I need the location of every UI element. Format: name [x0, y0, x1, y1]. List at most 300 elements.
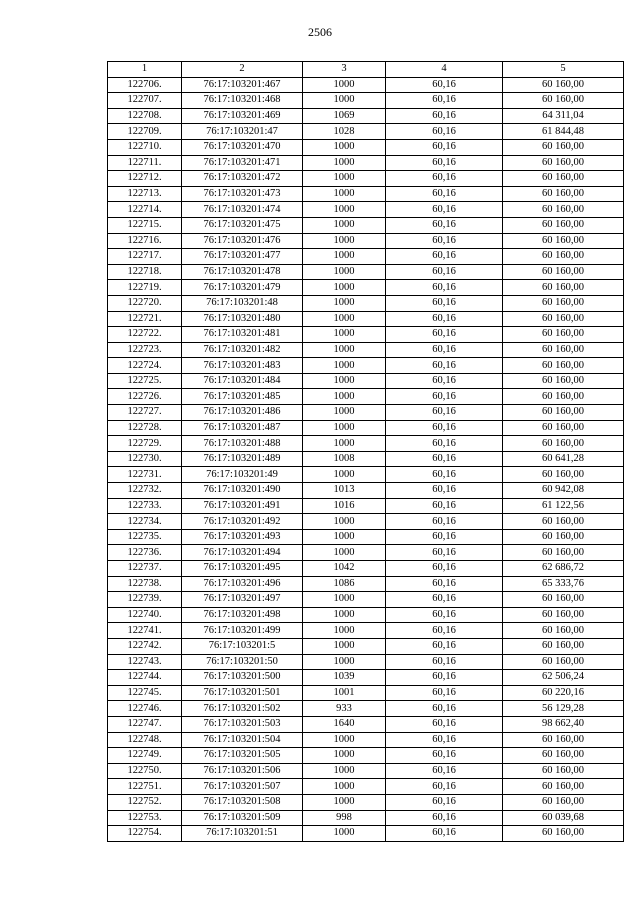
area-cell: 1000 [303, 748, 386, 764]
amount-cell: 60 942,08 [503, 483, 624, 499]
amount-cell: 60 160,00 [503, 264, 624, 280]
row-number-cell: 122747. [108, 716, 182, 732]
row-number-cell: 122708. [108, 108, 182, 124]
cadastral-number-cell: 76:17:103201:50 [182, 654, 303, 670]
table-row [108, 389, 624, 405]
rate-cell: 60,16 [386, 467, 503, 483]
amount-cell: 60 160,00 [503, 186, 624, 202]
area-cell: 1016 [303, 498, 386, 514]
rate-cell: 60,16 [386, 93, 503, 109]
table-row [108, 217, 624, 233]
table-row [108, 794, 624, 810]
cadastral-number-cell: 76:17:103201:468 [182, 93, 303, 109]
row-number-cell: 122707. [108, 93, 182, 109]
rate-cell: 60,16 [386, 607, 503, 623]
cadastral-number-cell: 76:17:103201:483 [182, 358, 303, 374]
row-number-cell: 122735. [108, 529, 182, 545]
table-row [108, 670, 624, 686]
cadastral-number-cell: 76:17:103201:506 [182, 763, 303, 779]
amount-cell: 60 160,00 [503, 171, 624, 187]
cadastral-number-cell: 76:17:103201:489 [182, 451, 303, 467]
table-row [108, 545, 624, 561]
amount-cell: 62 686,72 [503, 561, 624, 577]
amount-cell: 60 160,00 [503, 748, 624, 764]
row-number-cell: 122720. [108, 295, 182, 311]
rate-cell: 60,16 [386, 763, 503, 779]
rate-cell: 60,16 [386, 654, 503, 670]
amount-cell: 60 160,00 [503, 529, 624, 545]
amount-cell: 56 129,28 [503, 701, 624, 717]
amount-cell: 98 662,40 [503, 716, 624, 732]
cadastral-number-cell: 76:17:103201:5 [182, 638, 303, 654]
rate-cell: 60,16 [386, 592, 503, 608]
table-row [108, 826, 624, 842]
cadastral-number-cell: 76:17:103201:48 [182, 295, 303, 311]
amount-cell: 62 506,24 [503, 670, 624, 686]
cadastral-number-cell: 76:17:103201:476 [182, 233, 303, 249]
rate-cell: 60,16 [386, 638, 503, 654]
rate-cell: 60,16 [386, 373, 503, 389]
area-cell: 1069 [303, 108, 386, 124]
amount-cell: 61 844,48 [503, 124, 624, 140]
rate-cell: 60,16 [386, 327, 503, 343]
area-cell: 1000 [303, 264, 386, 280]
row-number-cell: 122750. [108, 763, 182, 779]
column-header: 4 [386, 62, 503, 78]
cadastral-number-cell: 76:17:103201:467 [182, 77, 303, 93]
row-number-cell: 122722. [108, 327, 182, 343]
row-number-cell: 122734. [108, 514, 182, 530]
rate-cell: 60,16 [386, 264, 503, 280]
area-cell: 1000 [303, 342, 386, 358]
amount-cell: 60 160,00 [503, 420, 624, 436]
area-cell: 1001 [303, 685, 386, 701]
table-row [108, 701, 624, 717]
amount-cell: 60 160,00 [503, 607, 624, 623]
area-cell: 1000 [303, 467, 386, 483]
table-row [108, 342, 624, 358]
cadastral-number-cell: 76:17:103201:505 [182, 748, 303, 764]
cadastral-number-cell: 76:17:103201:470 [182, 139, 303, 155]
cadastral-number-cell: 76:17:103201:499 [182, 623, 303, 639]
amount-cell: 60 160,00 [503, 592, 624, 608]
area-cell: 1042 [303, 561, 386, 577]
row-number-cell: 122729. [108, 436, 182, 452]
cadastral-number-cell: 76:17:103201:502 [182, 701, 303, 717]
row-number-cell: 122714. [108, 202, 182, 218]
table-row [108, 155, 624, 171]
column-header: 3 [303, 62, 386, 78]
area-cell: 1039 [303, 670, 386, 686]
row-number-cell: 122709. [108, 124, 182, 140]
table-row [108, 607, 624, 623]
row-number-cell: 122733. [108, 498, 182, 514]
rate-cell: 60,16 [386, 685, 503, 701]
area-cell: 1000 [303, 171, 386, 187]
row-number-cell: 122742. [108, 638, 182, 654]
cadastral-number-cell: 76:17:103201:504 [182, 732, 303, 748]
table-row [108, 405, 624, 421]
table-row [108, 467, 624, 483]
rate-cell: 60,16 [386, 420, 503, 436]
rate-cell: 60,16 [386, 716, 503, 732]
column-header: 2 [182, 62, 303, 78]
amount-cell: 60 160,00 [503, 779, 624, 795]
rate-cell: 60,16 [386, 623, 503, 639]
rate-cell: 60,16 [386, 561, 503, 577]
amount-cell: 64 311,04 [503, 108, 624, 124]
cadastral-number-cell: 76:17:103201:494 [182, 545, 303, 561]
area-cell: 1000 [303, 592, 386, 608]
cadastral-number-cell: 76:17:103201:490 [182, 483, 303, 499]
cadastral-number-cell: 76:17:103201:498 [182, 607, 303, 623]
table-row [108, 623, 624, 639]
area-cell: 1000 [303, 607, 386, 623]
area-cell: 998 [303, 810, 386, 826]
cadastral-number-cell: 76:17:103201:51 [182, 826, 303, 842]
area-cell: 1086 [303, 576, 386, 592]
rate-cell: 60,16 [386, 155, 503, 171]
amount-cell: 60 160,00 [503, 389, 624, 405]
cadastral-number-cell: 76:17:103201:477 [182, 249, 303, 265]
cadastral-number-cell: 76:17:103201:485 [182, 389, 303, 405]
row-number-cell: 122717. [108, 249, 182, 265]
cadastral-number-cell: 76:17:103201:492 [182, 514, 303, 530]
row-number-cell: 122751. [108, 779, 182, 795]
amount-cell: 60 160,00 [503, 763, 624, 779]
table-row [108, 373, 624, 389]
rate-cell: 60,16 [386, 514, 503, 530]
area-cell: 1640 [303, 716, 386, 732]
cadastral-number-cell: 76:17:103201:47 [182, 124, 303, 140]
table-row [108, 592, 624, 608]
rate-cell: 60,16 [386, 124, 503, 140]
cadastral-number-cell: 76:17:103201:493 [182, 529, 303, 545]
rate-cell: 60,16 [386, 436, 503, 452]
amount-cell: 60 160,00 [503, 311, 624, 327]
area-cell: 1000 [303, 779, 386, 795]
row-number-cell: 122719. [108, 280, 182, 296]
row-number-cell: 122728. [108, 420, 182, 436]
table-row [108, 638, 624, 654]
cadastral-number-cell: 76:17:103201:471 [182, 155, 303, 171]
cadastral-number-cell: 76:17:103201:488 [182, 436, 303, 452]
rate-cell: 60,16 [386, 389, 503, 405]
rate-cell: 60,16 [386, 280, 503, 296]
area-cell: 1000 [303, 623, 386, 639]
amount-cell: 60 641,28 [503, 451, 624, 467]
column-header: 1 [108, 62, 182, 78]
amount-cell: 60 160,00 [503, 202, 624, 218]
rate-cell: 60,16 [386, 186, 503, 202]
amount-cell: 65 333,76 [503, 576, 624, 592]
rate-cell: 60,16 [386, 529, 503, 545]
row-number-cell: 122741. [108, 623, 182, 639]
rate-cell: 60,16 [386, 171, 503, 187]
amount-cell: 60 160,00 [503, 93, 624, 109]
row-number-cell: 122710. [108, 139, 182, 155]
table-row [108, 763, 624, 779]
table-row [108, 93, 624, 109]
row-number-cell: 122725. [108, 373, 182, 389]
cadastral-number-cell: 76:17:103201:500 [182, 670, 303, 686]
rate-cell: 60,16 [386, 405, 503, 421]
area-cell: 1000 [303, 514, 386, 530]
rate-cell: 60,16 [386, 233, 503, 249]
table-row [108, 420, 624, 436]
rate-cell: 60,16 [386, 77, 503, 93]
row-number-cell: 122723. [108, 342, 182, 358]
rate-cell: 60,16 [386, 779, 503, 795]
amount-cell: 60 160,00 [503, 249, 624, 265]
amount-cell: 60 160,00 [503, 436, 624, 452]
row-number-cell: 122715. [108, 217, 182, 233]
rate-cell: 60,16 [386, 108, 503, 124]
rate-cell: 60,16 [386, 748, 503, 764]
cadastral-number-cell: 76:17:103201:479 [182, 280, 303, 296]
rate-cell: 60,16 [386, 670, 503, 686]
area-cell: 1000 [303, 654, 386, 670]
area-cell: 1000 [303, 311, 386, 327]
amount-cell: 60 160,00 [503, 826, 624, 842]
table-header-row [108, 62, 624, 78]
row-number-cell: 122745. [108, 685, 182, 701]
area-cell: 1000 [303, 763, 386, 779]
cadastral-number-cell: 76:17:103201:480 [182, 311, 303, 327]
cadastral-number-cell: 76:17:103201:496 [182, 576, 303, 592]
table-row [108, 108, 624, 124]
area-cell: 1000 [303, 249, 386, 265]
row-number-cell: 122731. [108, 467, 182, 483]
rate-cell: 60,16 [386, 451, 503, 467]
amount-cell: 60 160,00 [503, 467, 624, 483]
row-number-cell: 122736. [108, 545, 182, 561]
area-cell: 1000 [303, 373, 386, 389]
row-number-cell: 122738. [108, 576, 182, 592]
table-row [108, 249, 624, 265]
row-number-cell: 122716. [108, 233, 182, 249]
rate-cell: 60,16 [386, 732, 503, 748]
row-number-cell: 122721. [108, 311, 182, 327]
row-number-cell: 122753. [108, 810, 182, 826]
table-row [108, 483, 624, 499]
table-row [108, 77, 624, 93]
area-cell: 1000 [303, 295, 386, 311]
area-cell: 1013 [303, 483, 386, 499]
area-cell: 1000 [303, 436, 386, 452]
table-row [108, 498, 624, 514]
table-row [108, 233, 624, 249]
area-cell: 1000 [303, 77, 386, 93]
area-cell: 1000 [303, 186, 386, 202]
row-number-cell: 122713. [108, 186, 182, 202]
row-number-cell: 122711. [108, 155, 182, 171]
table-row [108, 124, 624, 140]
row-number-cell: 122749. [108, 748, 182, 764]
table-row [108, 732, 624, 748]
area-cell: 1000 [303, 405, 386, 421]
cadastral-number-cell: 76:17:103201:497 [182, 592, 303, 608]
table-row [108, 327, 624, 343]
rate-cell: 60,16 [386, 545, 503, 561]
area-cell: 1000 [303, 545, 386, 561]
amount-cell: 61 122,56 [503, 498, 624, 514]
cadastral-number-cell: 76:17:103201:478 [182, 264, 303, 280]
table-row [108, 436, 624, 452]
rate-cell: 60,16 [386, 311, 503, 327]
table-row [108, 748, 624, 764]
table-row [108, 716, 624, 732]
amount-cell: 60 160,00 [503, 295, 624, 311]
table-row [108, 529, 624, 545]
table-row [108, 280, 624, 296]
cadastral-number-cell: 76:17:103201:487 [182, 420, 303, 436]
table-row [108, 358, 624, 374]
cadastral-number-cell: 76:17:103201:501 [182, 685, 303, 701]
rate-cell: 60,16 [386, 701, 503, 717]
cadastral-number-cell: 76:17:103201:509 [182, 810, 303, 826]
row-number-cell: 122743. [108, 654, 182, 670]
table-row [108, 451, 624, 467]
row-number-cell: 122730. [108, 451, 182, 467]
row-number-cell: 122754. [108, 826, 182, 842]
amount-cell: 60 160,00 [503, 233, 624, 249]
row-number-cell: 122706. [108, 77, 182, 93]
cadastral-number-cell: 76:17:103201:469 [182, 108, 303, 124]
amount-cell: 60 160,00 [503, 327, 624, 343]
amount-cell: 60 160,00 [503, 373, 624, 389]
table-row [108, 264, 624, 280]
amount-cell: 60 160,00 [503, 732, 624, 748]
amount-cell: 60 160,00 [503, 654, 624, 670]
amount-cell: 60 160,00 [503, 623, 624, 639]
area-cell: 1000 [303, 732, 386, 748]
amount-cell: 60 160,00 [503, 155, 624, 171]
cadastral-number-cell: 76:17:103201:491 [182, 498, 303, 514]
rate-cell: 60,16 [386, 249, 503, 265]
cadastral-number-cell: 76:17:103201:475 [182, 217, 303, 233]
cadastral-number-cell: 76:17:103201:473 [182, 186, 303, 202]
amount-cell: 60 160,00 [503, 139, 624, 155]
row-number-cell: 122727. [108, 405, 182, 421]
table-body [108, 77, 624, 841]
area-cell: 1008 [303, 451, 386, 467]
area-cell: 1000 [303, 794, 386, 810]
area-cell: 933 [303, 701, 386, 717]
row-number-cell: 122744. [108, 670, 182, 686]
row-number-cell: 122718. [108, 264, 182, 280]
row-number-cell: 122737. [108, 561, 182, 577]
amount-cell: 60 160,00 [503, 545, 624, 561]
table-row [108, 186, 624, 202]
cadastral-number-cell: 76:17:103201:482 [182, 342, 303, 358]
row-number-cell: 122752. [108, 794, 182, 810]
table-row [108, 139, 624, 155]
amount-cell: 60 160,00 [503, 217, 624, 233]
amount-cell: 60 160,00 [503, 358, 624, 374]
amount-cell: 60 220,16 [503, 685, 624, 701]
area-cell: 1000 [303, 826, 386, 842]
area-cell: 1000 [303, 233, 386, 249]
rate-cell: 60,16 [386, 202, 503, 218]
rate-cell: 60,16 [386, 139, 503, 155]
row-number-cell: 122724. [108, 358, 182, 374]
area-cell: 1000 [303, 420, 386, 436]
rate-cell: 60,16 [386, 576, 503, 592]
rate-cell: 60,16 [386, 498, 503, 514]
rate-cell: 60,16 [386, 295, 503, 311]
rate-cell: 60,16 [386, 217, 503, 233]
row-number-cell: 122740. [108, 607, 182, 623]
table-row [108, 514, 624, 530]
table-row [108, 685, 624, 701]
cadastral-number-cell: 76:17:103201:484 [182, 373, 303, 389]
area-cell: 1000 [303, 529, 386, 545]
cadastral-number-cell: 76:17:103201:486 [182, 405, 303, 421]
page-number: 2506 [308, 25, 332, 39]
row-number-cell: 122748. [108, 732, 182, 748]
area-cell: 1000 [303, 155, 386, 171]
row-number-cell: 122726. [108, 389, 182, 405]
amount-cell: 60 160,00 [503, 638, 624, 654]
table-row [108, 779, 624, 795]
amount-cell: 60 039,68 [503, 810, 624, 826]
cadastral-number-cell: 76:17:103201:474 [182, 202, 303, 218]
data-table [107, 61, 624, 842]
table-row [108, 295, 624, 311]
rate-cell: 60,16 [386, 794, 503, 810]
table-row [108, 311, 624, 327]
rate-cell: 60,16 [386, 358, 503, 374]
area-cell: 1000 [303, 139, 386, 155]
area-cell: 1000 [303, 327, 386, 343]
cadastral-number-cell: 76:17:103201:507 [182, 779, 303, 795]
column-header: 5 [503, 62, 624, 78]
area-cell: 1000 [303, 389, 386, 405]
rate-cell: 60,16 [386, 810, 503, 826]
amount-cell: 60 160,00 [503, 405, 624, 421]
cadastral-number-cell: 76:17:103201:495 [182, 561, 303, 577]
cadastral-number-cell: 76:17:103201:481 [182, 327, 303, 343]
area-cell: 1000 [303, 638, 386, 654]
amount-cell: 60 160,00 [503, 514, 624, 530]
amount-cell: 60 160,00 [503, 77, 624, 93]
table-row [108, 810, 624, 826]
area-cell: 1000 [303, 93, 386, 109]
rate-cell: 60,16 [386, 342, 503, 358]
area-cell: 1000 [303, 217, 386, 233]
table-row [108, 576, 624, 592]
row-number-cell: 122739. [108, 592, 182, 608]
amount-cell: 60 160,00 [503, 342, 624, 358]
cadastral-number-cell: 76:17:103201:49 [182, 467, 303, 483]
rate-cell: 60,16 [386, 826, 503, 842]
amount-cell: 60 160,00 [503, 280, 624, 296]
cadastral-number-cell: 76:17:103201:472 [182, 171, 303, 187]
cadastral-number-cell: 76:17:103201:503 [182, 716, 303, 732]
cadastral-number-cell: 76:17:103201:508 [182, 794, 303, 810]
area-cell: 1000 [303, 358, 386, 374]
area-cell: 1000 [303, 280, 386, 296]
amount-cell: 60 160,00 [503, 794, 624, 810]
table-row [108, 171, 624, 187]
rate-cell: 60,16 [386, 483, 503, 499]
row-number-cell: 122746. [108, 701, 182, 717]
area-cell: 1028 [303, 124, 386, 140]
table-row [108, 561, 624, 577]
row-number-cell: 122732. [108, 483, 182, 499]
row-number-cell: 122712. [108, 171, 182, 187]
